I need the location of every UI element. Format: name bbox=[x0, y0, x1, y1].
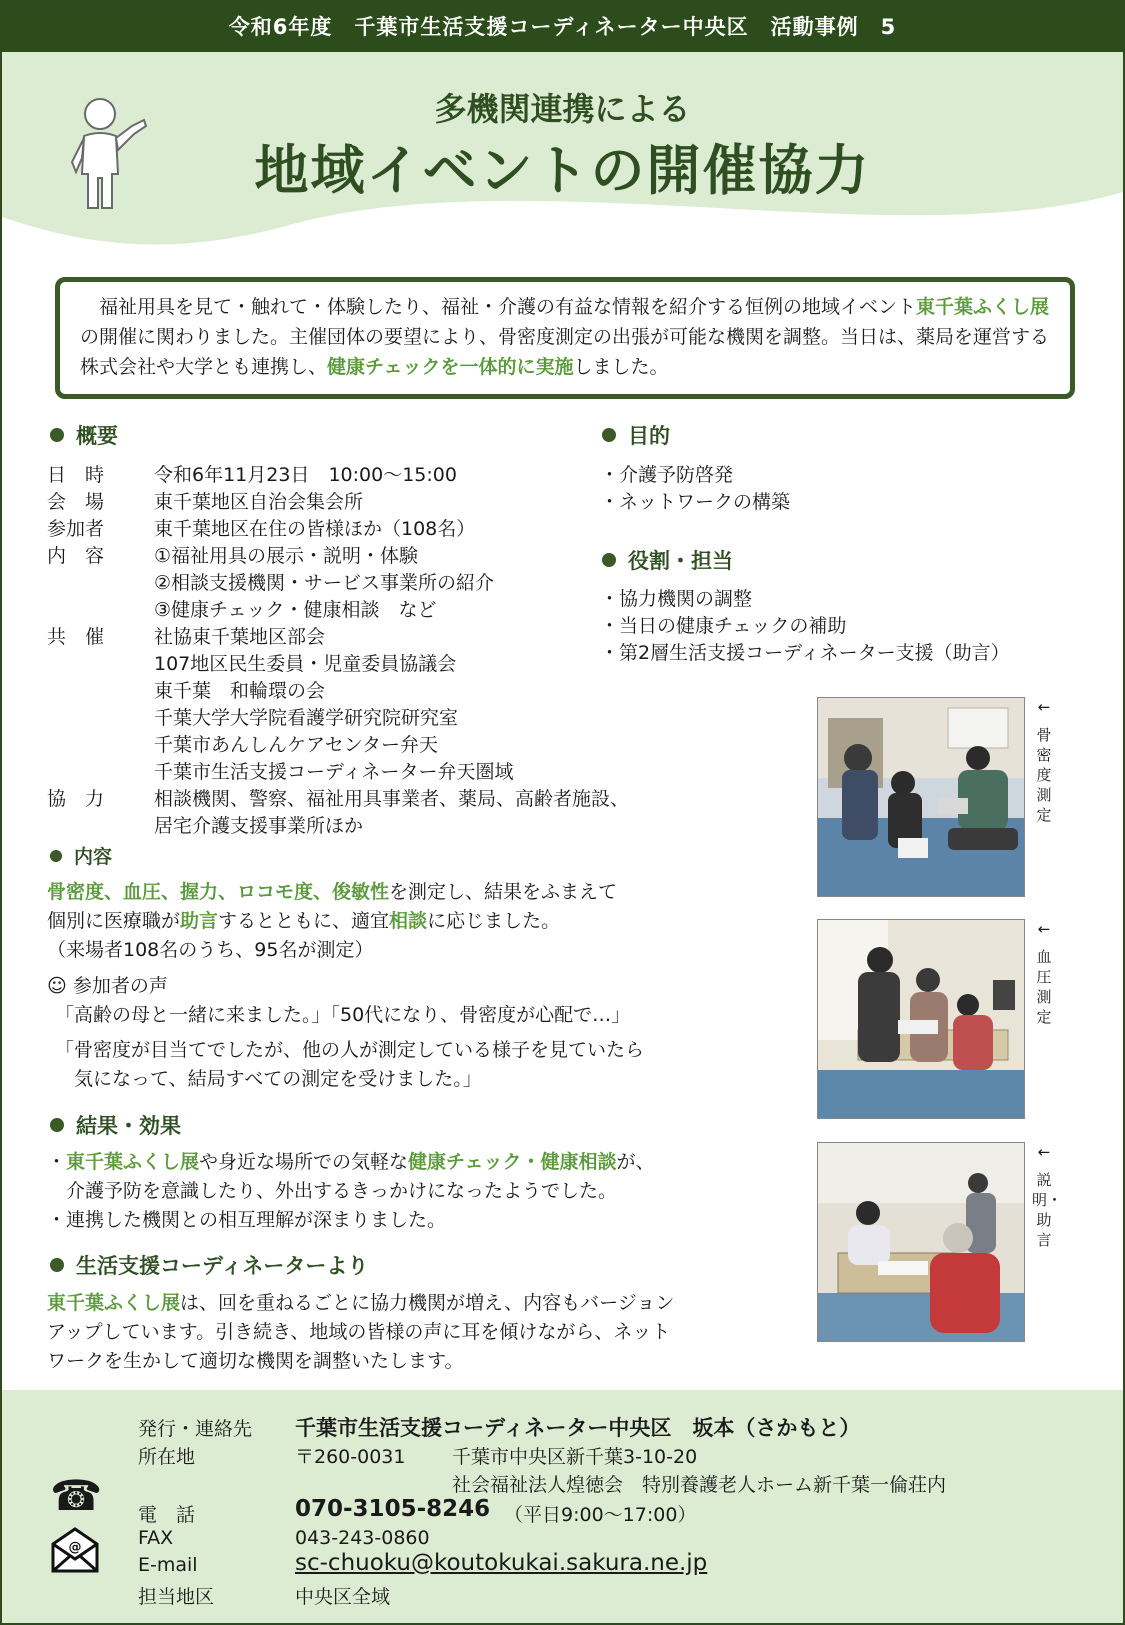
results-heading-text: 結果・効果 bbox=[76, 1114, 181, 1138]
bullet-dot bbox=[50, 1118, 64, 1132]
email-icon bbox=[50, 1526, 100, 1574]
hero-banner bbox=[2, 52, 1123, 262]
photo-bone-density-image bbox=[818, 698, 1025, 897]
caption-text: 骨密度測定 bbox=[1036, 726, 1052, 824]
results-heading bbox=[50, 1110, 181, 1140]
content-heading bbox=[50, 842, 112, 869]
intro-text: しました。 bbox=[573, 356, 669, 378]
row-value: 107地区民生委員・児童委員協議会 bbox=[154, 653, 457, 675]
list-item: ・第2層生活支援コーディネーター支援（助言） bbox=[600, 642, 1010, 664]
intro-text: の開催に関わりました。主催団体の要望により、骨密度測定の出張が可能な機関を調整。当日は、薬局を運営する株式会社や大学とも連携し、 bbox=[80, 326, 1050, 378]
arrow-left-icon: ← bbox=[1037, 1143, 1051, 1161]
hero-title: 地域イベントの開催協力 bbox=[254, 139, 871, 202]
overview-row bbox=[47, 516, 767, 543]
purpose-list bbox=[600, 462, 790, 516]
row-value: 千葉大学大学院看護学研究院研究室 bbox=[154, 707, 459, 729]
photo-blood-pressure bbox=[817, 919, 1025, 1119]
photo-caption-blood-pressure bbox=[1032, 919, 1056, 1027]
coordinator-text: アップしています。引き続き、地域の皆様の声に耳を傾けながら、ネット bbox=[47, 1321, 671, 1343]
content-text: に応じました。 bbox=[427, 910, 561, 932]
row-label: 日 時 bbox=[47, 464, 105, 486]
content-text: 個別に医療職が bbox=[47, 910, 181, 932]
voice-quote: 「高齢の母と一緒に来ました。」「50代になり、骨密度が心配で…」 bbox=[55, 1004, 631, 1026]
caption-text: 血圧測定 bbox=[1036, 948, 1052, 1026]
list-item: ・ネットワークの構築 bbox=[600, 491, 791, 513]
arrow-left-icon: ← bbox=[1037, 920, 1051, 938]
caption-text: 説明・助言 bbox=[1032, 1171, 1063, 1249]
zip-code: 〒260-0031 bbox=[295, 1446, 406, 1468]
consult-highlight: 相談 bbox=[389, 910, 428, 932]
coordinator-text: ワークを生かして適切な機関を調整いたします。 bbox=[47, 1350, 464, 1372]
content-text: （来場者108名のうち、95名が測定） bbox=[47, 939, 374, 961]
row-value: 東千葉地区在住の皆様ほか（108名） bbox=[154, 518, 476, 540]
email-label: E-mail bbox=[138, 1554, 198, 1576]
issuer-name: 千葉市生活支援コーディネーター中央区 坂本（さかもと） bbox=[295, 1416, 861, 1440]
bullet-dot bbox=[50, 850, 62, 862]
overview-row bbox=[47, 786, 767, 840]
voice-quote: 気になって、結局すべての測定を受けました。」 bbox=[55, 1068, 482, 1090]
address-label: 所在地 bbox=[138, 1446, 196, 1468]
row-label: 参加者 bbox=[47, 518, 105, 540]
event-highlight: 東千葉ふくし展 bbox=[47, 1292, 181, 1314]
results-body bbox=[47, 1148, 655, 1235]
purpose-heading-text: 目的 bbox=[628, 424, 670, 448]
row-value: ①福祉用具の展示・説明・体験 bbox=[154, 545, 419, 567]
address-line: 社会福祉法人煌徳会 特別養護老人ホーム新千葉一倫荘内 bbox=[452, 1474, 947, 1496]
header-bar: 令和6年度 千葉市生活支援コーディネーター中央区 活動事例 5 bbox=[2, 2, 1123, 52]
tel-number: 070-3105-8246 bbox=[295, 1496, 491, 1522]
measurements-highlight: 骨密度、血圧、握力、ロコモ度、俊敏性 bbox=[47, 881, 390, 903]
row-label: 協 力 bbox=[47, 788, 105, 810]
voice-quote: 「骨密度が目当てでしたが、他の人が測定している様子を見ていたら bbox=[55, 1039, 645, 1061]
voices-title: 参加者の声 bbox=[72, 975, 168, 997]
row-value: 東千葉 和輪環の会 bbox=[154, 680, 326, 702]
row-value: 相談機関、警察、福祉用具事業者、薬局、高齢者施設、 bbox=[154, 788, 630, 810]
row-label: 会 場 bbox=[47, 491, 105, 513]
intro-box bbox=[55, 277, 1075, 399]
bullet-dot bbox=[50, 1258, 64, 1272]
results-text: 介護予防を意識したり、外出するきっかけになったようでした。 bbox=[47, 1180, 618, 1202]
phone-icon: ☎ bbox=[50, 1471, 103, 1520]
contact-footer bbox=[2, 1390, 1123, 1623]
bullet-dot bbox=[50, 428, 64, 442]
arrow-left-icon: ← bbox=[1037, 698, 1051, 716]
row-value: 東千葉地区自治会集会所 bbox=[154, 491, 364, 513]
svg-text:@: @ bbox=[68, 1540, 82, 1555]
row-label: 内 容 bbox=[47, 545, 105, 567]
photo-explanation bbox=[817, 1142, 1025, 1342]
intro-highlight-health: 健康チェックを一体的に実施 bbox=[327, 356, 574, 378]
photo-caption-bone-density bbox=[1032, 697, 1056, 825]
area-label: 担当地区 bbox=[138, 1586, 215, 1608]
row-value: 千葉市生活支援コーディネーター弁天圏域 bbox=[154, 761, 514, 783]
address-line: 千葉市中央区新千葉3-10-20 bbox=[452, 1446, 698, 1468]
fax-number: 043-243-0860 bbox=[295, 1527, 430, 1549]
bullet-dot bbox=[602, 428, 616, 442]
results-text: が、 bbox=[616, 1151, 655, 1173]
hero-subtitle: 多機関連携による bbox=[434, 90, 691, 128]
roles-heading bbox=[602, 545, 733, 575]
health-check-highlight: 健康チェック・健康相談 bbox=[408, 1151, 617, 1173]
row-value: 令和6年11月23日 10:00～15:00 bbox=[154, 464, 457, 486]
voices-block bbox=[47, 972, 644, 1094]
content-heading-text: 内容 bbox=[74, 846, 113, 868]
email-link[interactable]: sc-chuoku@koutokukai.sakura.ne.jp bbox=[295, 1550, 708, 1576]
photo-explanation-image bbox=[818, 1143, 1025, 1342]
smile-icon: ☺ bbox=[47, 975, 67, 997]
row-value: 社協東千葉地区部会 bbox=[154, 626, 326, 648]
coordinator-heading bbox=[50, 1250, 368, 1280]
photo-blood-pressure-image bbox=[818, 920, 1025, 1119]
row-value: 居宅介護支援事業所ほか bbox=[154, 815, 364, 837]
results-text: や身近な場所での気軽な bbox=[199, 1151, 409, 1173]
intro-text: 福祉用具を見て・触れて・体験したり、福祉・介護の有益な情報を紹介する恒例の地域イベント bbox=[80, 296, 917, 318]
advice-highlight: 助言 bbox=[180, 910, 219, 932]
tel-label: 電 話 bbox=[138, 1504, 196, 1526]
roles-heading-text: 役割・担当 bbox=[628, 549, 733, 573]
results-text: ・連携した機関との相互理解が深まりました。 bbox=[47, 1209, 447, 1231]
coordinator-heading-text: 生活支援コーディネーターより bbox=[76, 1254, 369, 1278]
list-item: ・当日の健康チェックの補助 bbox=[600, 615, 847, 637]
photo-caption-explanation bbox=[1032, 1142, 1063, 1250]
tel-hours: （平日9:00～17:00） bbox=[504, 1504, 697, 1526]
coordinator-body bbox=[47, 1289, 674, 1376]
event-highlight: 東千葉ふくし展 bbox=[66, 1151, 200, 1173]
content-body bbox=[47, 878, 617, 965]
row-value: ③健康チェック・健康相談 など bbox=[154, 599, 437, 621]
purpose-heading bbox=[602, 420, 670, 450]
row-value: 千葉市あんしんケアセンター弁天 bbox=[154, 734, 439, 756]
list-item: ・協力機関の調整 bbox=[600, 588, 753, 610]
area-value: 中央区全域 bbox=[295, 1586, 391, 1608]
row-label: 共 催 bbox=[47, 626, 105, 648]
bullet-dot bbox=[602, 553, 616, 567]
overview-heading bbox=[50, 420, 118, 450]
overview-heading-text: 概要 bbox=[76, 424, 118, 448]
results-text: ・ bbox=[47, 1151, 67, 1173]
photo-bone-density bbox=[817, 697, 1025, 897]
list-item: ・介護予防啓発 bbox=[600, 464, 734, 486]
content-text: するとともに、適宜 bbox=[218, 910, 390, 932]
coordinator-text: は、回を重ねるごとに協力機関が増え、内容もバージョン bbox=[180, 1292, 675, 1314]
fax-label: FAX bbox=[138, 1527, 174, 1549]
intro-highlight-event: 東千葉ふくし展 bbox=[916, 296, 1050, 318]
roles-list bbox=[600, 586, 1010, 667]
content-text: を測定し、結果をふまえて bbox=[389, 881, 618, 903]
row-value: ②相談支援機関・サービス事業所の紹介 bbox=[154, 572, 495, 594]
issuer-label: 発行・連絡先 bbox=[138, 1418, 253, 1440]
